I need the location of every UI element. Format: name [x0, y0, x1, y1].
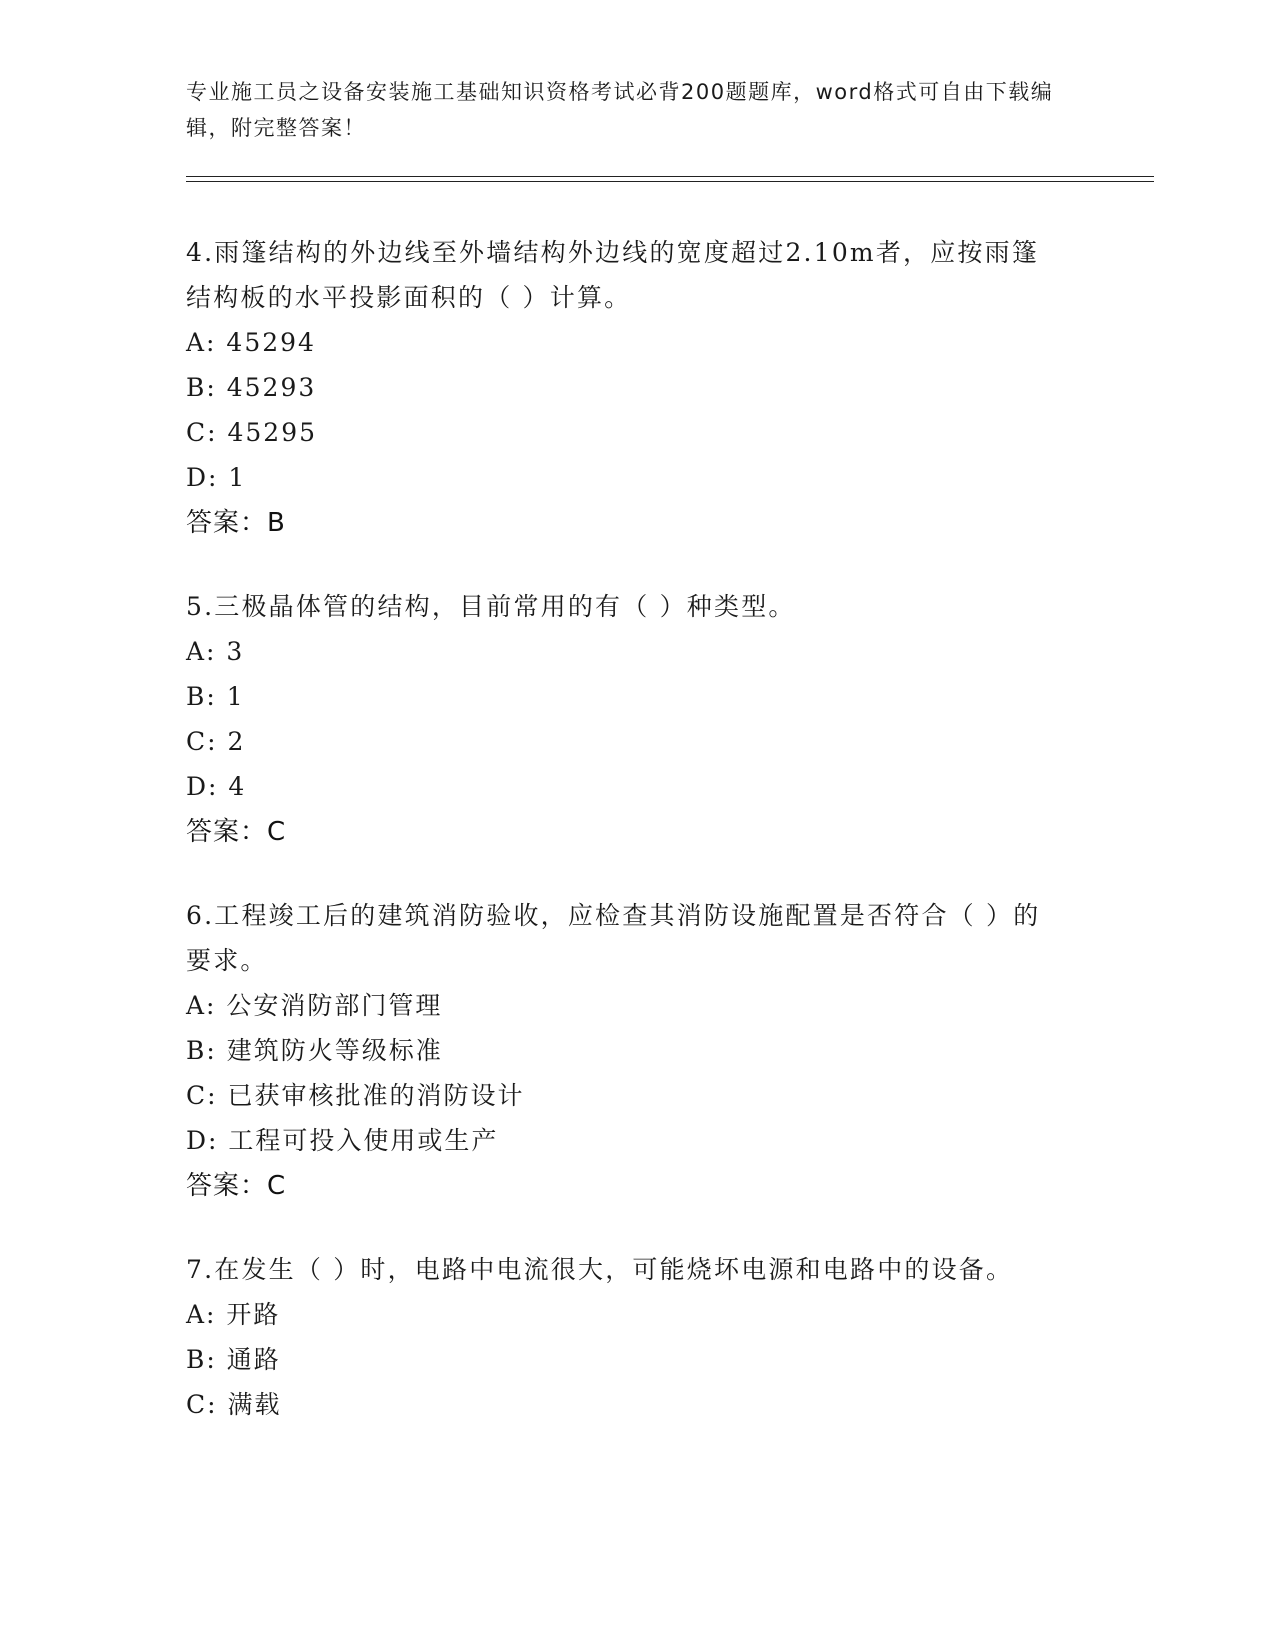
- answer-line: 答案：B: [186, 508, 286, 538]
- question-7: [186, 1247, 1066, 1427]
- option-b: B: 建筑防火等级标准: [186, 1036, 443, 1065]
- answer-line: 答案：C: [186, 1171, 287, 1201]
- question-4: [186, 230, 1066, 546]
- option-c: C: 2: [186, 727, 246, 756]
- question-stem: 6.工程竣工后的建筑消防验收，应检查其消防设施配置是否符合（ ）的要求。: [186, 901, 1041, 975]
- header-divider-bottom: [186, 181, 1154, 182]
- option-c: C: 满载: [186, 1390, 282, 1419]
- option-a: A: 3: [186, 637, 245, 666]
- option-c: C: 已获审核批准的消防设计: [186, 1081, 525, 1110]
- option-d: D: 1: [186, 463, 247, 492]
- document-header: 专业施工员之设备安装施工基础知识资格考试必背200题题库，word格式可自由下载编辑，附完整答案！: [186, 80, 1054, 140]
- option-a: A: 开路: [186, 1300, 281, 1329]
- question-stem: 4.雨篷结构的外边线至外墙结构外边线的宽度超过2.10m者，应按雨篷结构板的水平投影面积的（ ）计算。: [186, 238, 1040, 312]
- header-divider-top: [186, 176, 1154, 177]
- question-stem: 5.三极晶体管的结构，目前常用的有（ ）种类型。: [186, 592, 796, 621]
- question-5: [186, 584, 1066, 855]
- option-b: B: 通路: [186, 1345, 281, 1374]
- option-d: D: 4: [186, 772, 247, 801]
- option-a: A: 45294: [186, 328, 316, 357]
- answer-line: 答案：C: [186, 817, 287, 847]
- option-c: C: 45295: [186, 418, 318, 447]
- option-b: B: 45293: [186, 373, 317, 402]
- option-b: B: 1: [186, 682, 245, 711]
- question-stem: 7.在发生（ ）时，电路中电流很大，可能烧坏电源和电路中的设备。: [186, 1255, 1014, 1284]
- option-d: D: 工程可投入使用或生产: [186, 1126, 499, 1155]
- question-list: [186, 234, 1066, 1469]
- option-a: A: 公安消防部门管理: [186, 991, 443, 1020]
- question-6: [186, 893, 1066, 1209]
